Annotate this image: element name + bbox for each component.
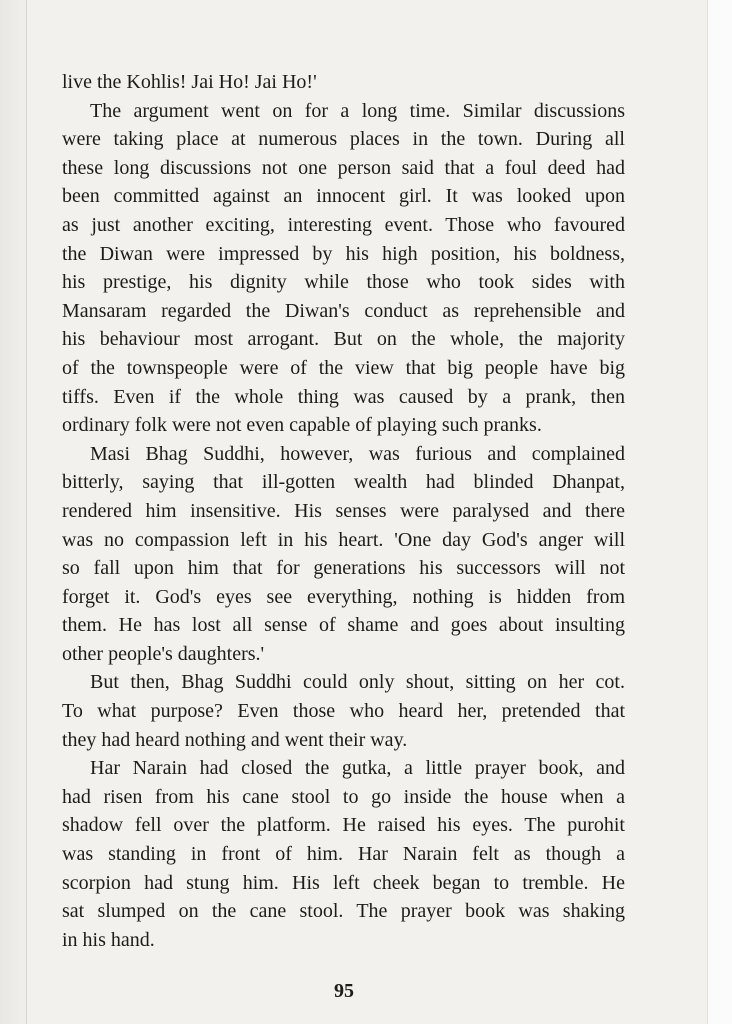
- text-line: shadow fell over the platform. He raised his eyes. The purohit: [62, 814, 625, 837]
- text-line: Har Narain had closed the gutka, a little prayer book, and: [90, 757, 625, 780]
- paragraph: [62, 68, 625, 97]
- text-line: Mansaram regarded the Diwan's conduct as reprehensible and: [62, 299, 625, 322]
- text-line: were taking place at numerous places in the town. During all: [62, 128, 625, 151]
- page-body-text: [62, 68, 625, 954]
- text-line: To what purpose? Even those who heard her, pretended that: [62, 700, 625, 723]
- text-line: rendered him insensitive. His senses were paralysed and there: [62, 499, 625, 522]
- text-line: of the townspeople were of the view that big people have big: [62, 356, 625, 379]
- text-line: they had heard nothing and went their way.: [62, 728, 408, 751]
- text-line: bitterly, saying that ill-gotten wealth had blinded Dhanpat,: [62, 471, 625, 494]
- page-right-edge: [707, 0, 732, 1024]
- text-line: sat slumped on the cane stool. The prayer book was shaking: [62, 900, 625, 923]
- text-line: live the Kohlis! Jai Ho! Jai Ho!': [62, 71, 317, 93]
- text-line: had risen from his cane stool to go inside the house when a: [62, 785, 625, 808]
- page-number: 95: [334, 980, 354, 1002]
- paragraph: [62, 668, 625, 754]
- text-line: tiffs. Even if the whole thing was caused by a prank, then: [62, 385, 625, 408]
- text-line: been committed against an innocent girl. It was looked upon: [62, 185, 625, 208]
- text-line: forget it. God's eyes see everything, nothing is hidden from: [62, 585, 625, 608]
- text-line: ordinary folk were not even capable of playing such pranks.: [62, 414, 542, 437]
- paragraph: [62, 440, 625, 669]
- text-line: these long discussions not one person said that a foul deed had: [62, 156, 625, 179]
- paragraph: [62, 754, 625, 954]
- text-line: scorpion had stung him. His left cheek began to tremble. He: [62, 871, 625, 894]
- text-line: was no compassion left in his heart. 'One day God's anger will: [62, 528, 625, 551]
- text-line: was standing in front of him. Har Narain felt as though a: [62, 843, 625, 866]
- text-line: his behaviour most arrogant. But on the whole, the majority: [62, 328, 625, 351]
- text-line: Masi Bhag Suddhi, however, was furious and complained: [90, 442, 625, 465]
- text-line: as just another exciting, interesting event. Those who favoured: [62, 213, 625, 236]
- text-line: in his hand.: [62, 928, 155, 951]
- text-line: so fall upon him that for generations his successors will not: [62, 557, 625, 580]
- page-left-edge: [0, 0, 27, 1024]
- text-line: his prestige, his dignity while those who took sides with: [62, 271, 625, 294]
- text-line: the Diwan were impressed by his high position, his boldness,: [62, 242, 625, 265]
- text-line: But then, Bhag Suddhi could only shout, sitting on her cot.: [90, 671, 625, 694]
- text-line: other people's daughters.': [62, 642, 265, 665]
- paragraph: [62, 97, 625, 440]
- text-line: The argument went on for a long time. Similar discussions: [90, 99, 625, 122]
- text-line: them. He has lost all sense of shame and goes about insulting: [62, 614, 625, 637]
